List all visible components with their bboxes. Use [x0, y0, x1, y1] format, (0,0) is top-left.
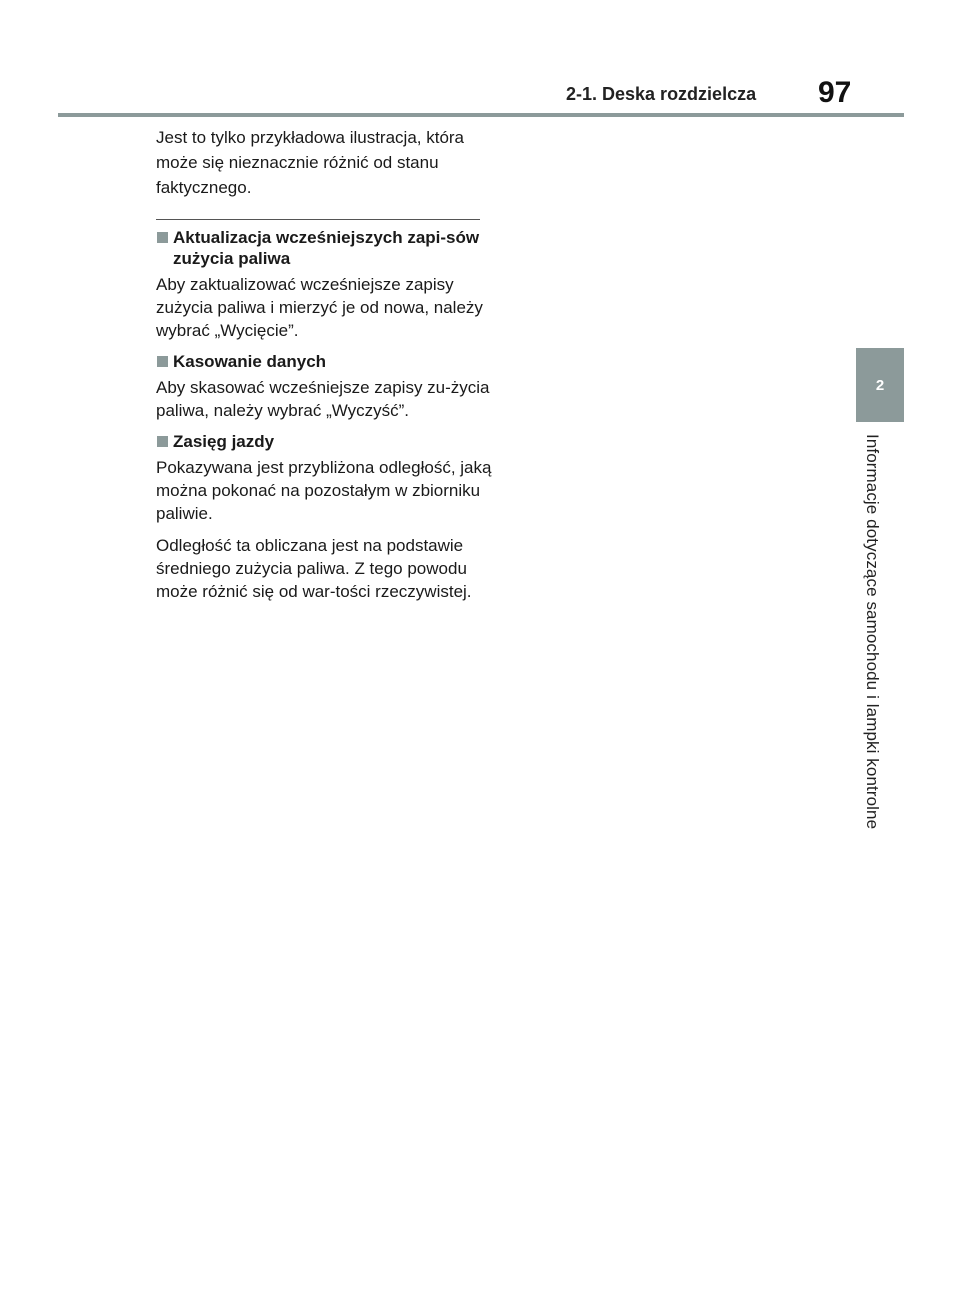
section-heading [156, 431, 492, 452]
section-heading [156, 351, 492, 372]
section-divider [156, 219, 480, 220]
section-heading [156, 227, 492, 269]
section-clear-data [156, 351, 492, 422]
chapter-tab [856, 348, 904, 422]
section-driving-range [156, 431, 492, 603]
chapter-number: 2 [875, 376, 885, 394]
section-heading-text: Aktualizacja wcześniejszych zapi-sów zużycia paliwa [173, 228, 480, 268]
section-heading-text: Kasowanie danych [173, 352, 327, 371]
section-paragraph: Aby zaktualizować wcześniejsze zapisy zużycia paliwa i mierzyć je od nowa, należy wybrać „Wycięcie”. [156, 275, 483, 340]
section-paragraph: Pokazywana jest przybliżona odległość, jaką można pokonać na pozostałym w zbiorniku paliwie. [156, 458, 492, 523]
section-paragraph: Aby skasować wcześniejsze zapisy zu-życia paliwa, należy wybrać „Wyczyść”. [156, 378, 490, 420]
section-paragraph: Odległość ta obliczana jest na podstawie średniego zużycia paliwa. Z tego powodu może różnić się od war-tości rzeczywistej. [156, 536, 472, 601]
square-bullet-icon [157, 436, 168, 447]
square-bullet-icon [157, 232, 168, 243]
section-fuel-history [156, 227, 492, 342]
square-bullet-icon [157, 356, 168, 367]
page-content [156, 125, 492, 612]
section-heading-text: Zasięg jazdy [173, 432, 275, 451]
header-rule [58, 113, 904, 117]
page-number: 97 [818, 76, 852, 109]
intro-text: Jest to tylko przykładowa ilustracja, która może się nieznacznie różnić od stanu faktycznego. [156, 128, 465, 197]
section-title: 2-1. Deska rozdzielcza [566, 84, 757, 104]
chapter-title: Informacje dotyczące samochodu i lampki kontrolne [863, 434, 882, 830]
